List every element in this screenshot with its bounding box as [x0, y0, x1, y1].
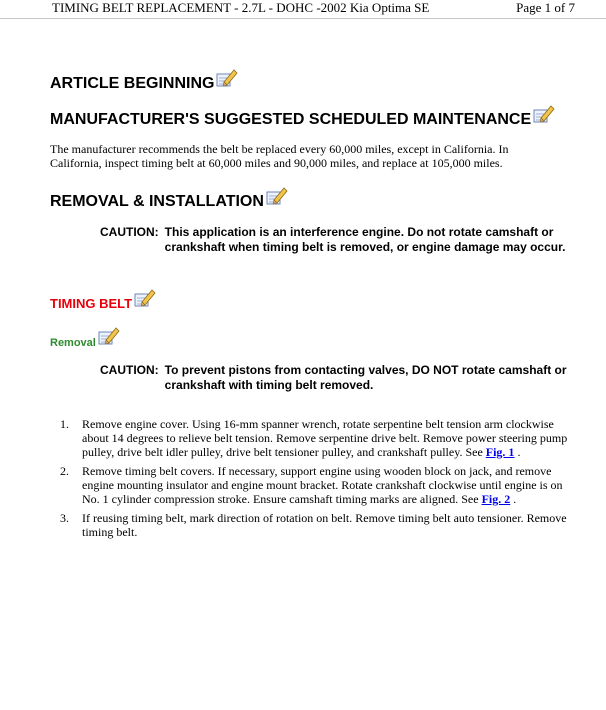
edit-note-icon[interactable] — [533, 104, 555, 129]
heading-removal-installation — [50, 186, 288, 211]
step-text: Remove engine cover. Using 16-mm spanner wrench, rotate serpentine belt tension arm clockwise about 14 degrees to relieve belt tension. Remove serpentine drive belt. Remove power steering pump pulley, drive belt idler pulley, drive belt tensioner pulley, and crankshaft pulley. See Fig. 1 . — [82, 417, 568, 459]
edit-note-icon[interactable] — [134, 288, 156, 311]
step-text: If reusing timing belt, mark direction of rotation on belt. Remove timing belt auto tensioner. Remove timing belt. — [82, 511, 567, 539]
caution-label: CAUTION: — [100, 225, 159, 239]
caution-text: This application is an interference engine. Do not rotate camshaft or crankshaft when timing belt is removed, or engine damage may occur. — [164, 225, 566, 254]
heading-article-beginning — [50, 68, 238, 93]
heading-timing-belt — [50, 288, 156, 311]
step-number: 2. — [60, 464, 69, 478]
page-header — [0, 0, 606, 20]
heading-text: TIMING BELT — [50, 296, 133, 311]
procedure-steps — [52, 417, 572, 544]
caution-text: To prevent pistons from contacting valves, DO NOT rotate camshaft or crankshaft with timing belt removed. — [164, 363, 567, 392]
edit-note-icon[interactable] — [266, 186, 288, 211]
caution-pistons — [100, 363, 570, 393]
heading-text: ARTICLE BEGINNING — [50, 75, 215, 92]
header-divider — [0, 18, 606, 19]
caution-interference-engine — [100, 225, 570, 255]
heading-removal — [50, 326, 120, 349]
step-number: 1. — [60, 417, 69, 431]
maintenance-paragraph: The manufacturer recommends the belt be replaced every 60,000 miles, except in California. In California, inspect timing belt at 60,000 miles and 90,000 miles, and replace at 105,000 miles. — [50, 142, 509, 170]
fig-1-link[interactable]: Fig. 1 — [485, 445, 515, 459]
list-item — [52, 464, 572, 506]
step-text: Remove timing belt covers. If necessary, support engine using wooden block on jack, and remove engine mounting insulator and engine mount bracket. Rotate crankshaft clockwise until engine is on No. 1 cylinder compression stroke. Ensure camshaft timing marks are aligned. See Fig. 2 . — [82, 464, 563, 506]
step-number: 3. — [60, 511, 69, 525]
heading-text: REMOVAL & INSTALLATION — [50, 193, 264, 210]
fig-2-link[interactable]: Fig. 2 — [481, 492, 511, 506]
page-number: Page 1 of 7 — [516, 0, 575, 15]
heading-text: Removal — [50, 337, 96, 349]
heading-text: MANUFACTURER'S SUGGESTED SCHEDULED MAINTENANCE — [50, 111, 532, 128]
list-item — [52, 417, 572, 459]
document-title: TIMING BELT REPLACEMENT - 2.7L - DOHC -2002 Kia Optima SE — [52, 0, 430, 15]
heading-scheduled-maintenance — [50, 104, 555, 129]
list-item — [52, 511, 572, 539]
edit-note-icon[interactable] — [216, 68, 238, 93]
edit-note-icon[interactable] — [98, 326, 120, 349]
caution-label: CAUTION: — [100, 363, 159, 377]
